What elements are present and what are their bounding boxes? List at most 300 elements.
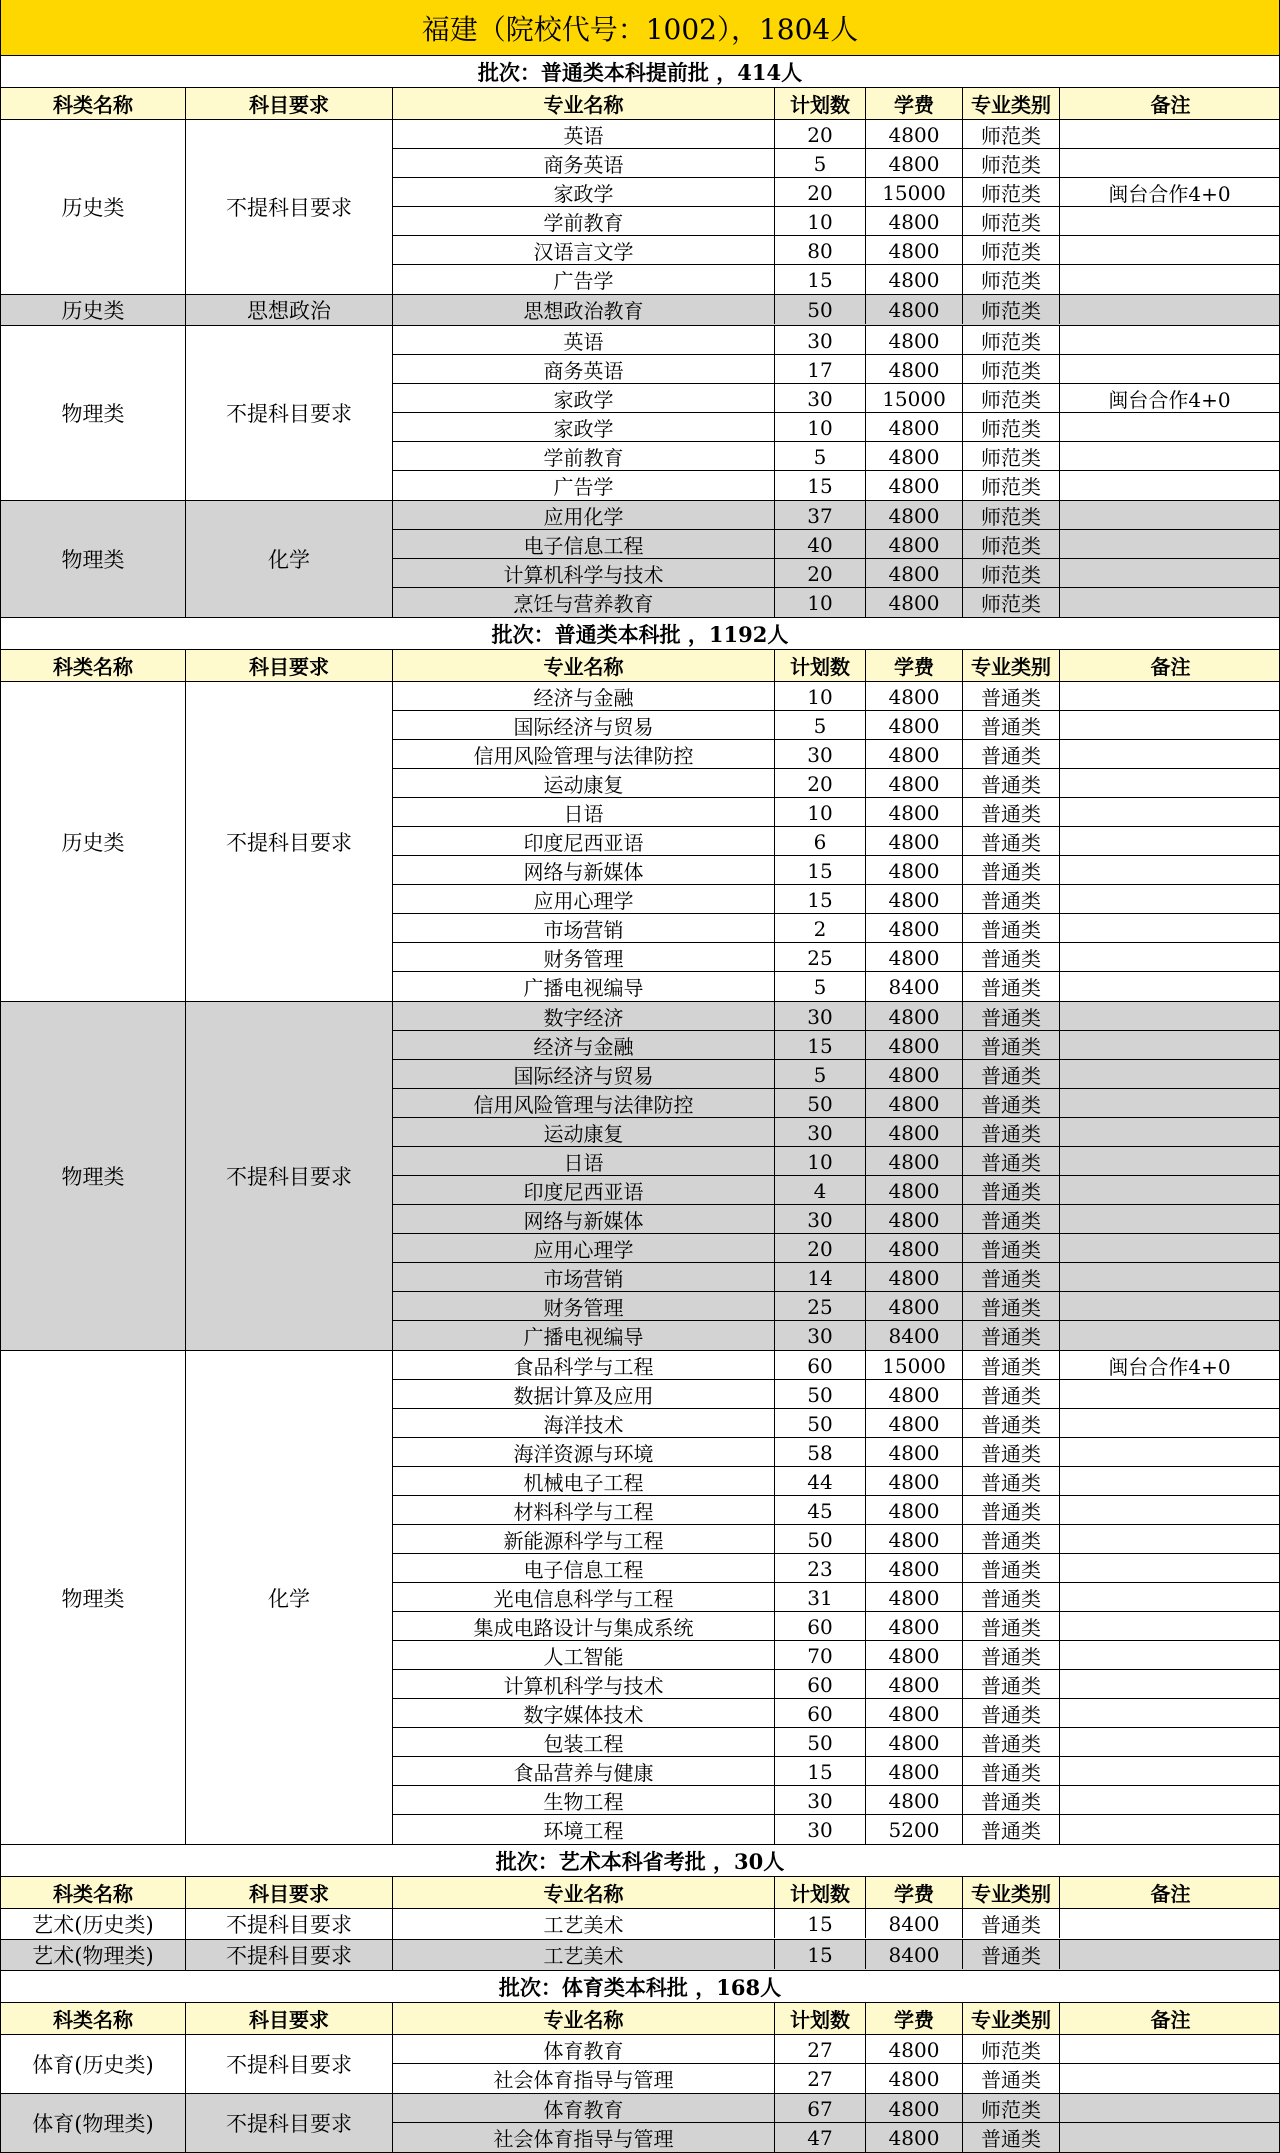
major-cell: 体育教育: [393, 2094, 775, 2123]
plan-cell: 15: [775, 1940, 866, 1969]
plan-cell: 45: [775, 1496, 866, 1525]
category-cell: 艺术(历史类): [1, 1909, 186, 1939]
fee-cell: 4800: [866, 1612, 963, 1641]
type-cell: 师范类: [963, 326, 1060, 355]
plan-cell: 50: [775, 295, 866, 324]
note-cell: [1060, 1409, 1279, 1438]
plan-cell: 30: [775, 1321, 866, 1350]
type-cell: 普通类: [963, 972, 1060, 1001]
type-cell: 普通类: [963, 682, 1060, 711]
table-row: [393, 1351, 1279, 1380]
fee-cell: 4800: [866, 120, 963, 149]
type-cell: 普通类: [963, 1118, 1060, 1147]
plan-cell: 67: [775, 2094, 866, 2123]
major-cell: 社会体育指导与管理: [393, 2064, 775, 2093]
plan-cell: 20: [775, 769, 866, 798]
major-cell: 学前教育: [393, 442, 775, 471]
major-cell: 海洋技术: [393, 1409, 775, 1438]
note-cell: [1060, 740, 1279, 769]
type-cell: 师范类: [963, 442, 1060, 471]
type-cell: 师范类: [963, 2035, 1060, 2064]
column-header-category: 科类名称: [1, 650, 186, 681]
note-cell: [1060, 120, 1279, 149]
type-cell: 师范类: [963, 207, 1060, 236]
plan-cell: 10: [775, 1147, 866, 1176]
fee-cell: 4800: [866, 149, 963, 178]
major-cell: 财务管理: [393, 943, 775, 972]
fee-cell: 4800: [866, 2123, 963, 2152]
table-row: [393, 1292, 1279, 1321]
fee-cell: 4800: [866, 1031, 963, 1060]
column-header-plan: 计划数: [775, 1877, 866, 1908]
table-row: [393, 1496, 1279, 1525]
major-cell: 食品科学与工程: [393, 1351, 775, 1380]
table-row: [393, 149, 1279, 178]
fee-cell: 4800: [866, 1670, 963, 1699]
major-cell: 计算机科学与技术: [393, 1670, 775, 1699]
table-row: [393, 769, 1279, 798]
note-cell: [1060, 1583, 1279, 1612]
note-cell: [1060, 827, 1279, 856]
major-cell: 包装工程: [393, 1728, 775, 1757]
fee-cell: 4800: [866, 1757, 963, 1786]
plan-cell: 60: [775, 1699, 866, 1728]
type-cell: 师范类: [963, 178, 1060, 207]
major-cell: 光电信息科学与工程: [393, 1583, 775, 1612]
column-header-major: 专业名称: [393, 88, 775, 119]
plan-cell: 44: [775, 1467, 866, 1496]
table-row: [393, 2094, 1279, 2123]
batch-title: 批次：普通类本科提前批 ，414人: [1, 56, 1279, 88]
note-cell: [1060, 588, 1279, 617]
plan-cell: 2: [775, 914, 866, 943]
note-cell: [1060, 355, 1279, 384]
note-cell: [1060, 1060, 1279, 1089]
plan-cell: 47: [775, 2123, 866, 2152]
fee-cell: 4800: [866, 1147, 963, 1176]
plan-cell: 37: [775, 501, 866, 530]
major-cell: 应用化学: [393, 501, 775, 530]
category-cell: 物理类: [1, 326, 186, 500]
table-row: [393, 471, 1279, 500]
fee-cell: 4800: [866, 827, 963, 856]
note-cell: [1060, 1292, 1279, 1321]
type-cell: 普通类: [963, 943, 1060, 972]
note-cell: [1060, 1670, 1279, 1699]
fee-cell: 4800: [866, 1380, 963, 1409]
major-rows: [393, 2094, 1279, 2152]
major-rows: [393, 295, 1279, 325]
plan-cell: 70: [775, 1641, 866, 1670]
type-cell: 普通类: [963, 1554, 1060, 1583]
major-cell: 机械电子工程: [393, 1467, 775, 1496]
note-cell: [1060, 1147, 1279, 1176]
major-cell: 体育教育: [393, 2035, 775, 2064]
type-cell: 普通类: [963, 1728, 1060, 1757]
note-cell: 闽台合作4+0: [1108, 1355, 1231, 1379]
column-header-row: [1, 1877, 1279, 1909]
fee-cell: 4800: [866, 1728, 963, 1757]
type-cell: 普通类: [963, 885, 1060, 914]
plan-cell: 30: [775, 1786, 866, 1815]
note-cell: [1060, 1380, 1279, 1409]
type-cell: 普通类: [963, 1583, 1060, 1612]
type-cell: 普通类: [963, 914, 1060, 943]
type-cell: 普通类: [963, 1002, 1060, 1031]
type-cell: 普通类: [963, 1089, 1060, 1118]
type-cell: 师范类: [963, 265, 1060, 294]
plan-cell: 15: [775, 1031, 866, 1060]
category-cell: 物理类: [1, 1351, 186, 1844]
category-group: [1, 1940, 1279, 1971]
category-group: [1, 295, 1279, 326]
plan-cell: 30: [775, 384, 866, 413]
note-cell: [1060, 1641, 1279, 1670]
note-cell: 闽台合作4+0: [1108, 182, 1231, 206]
note-cell: [1060, 2035, 1279, 2064]
subject-cell: 化学: [186, 501, 393, 617]
column-header-type: 专业类别: [963, 2003, 1060, 2034]
note-cell: [1060, 914, 1279, 943]
column-header-plan: 计划数: [775, 88, 866, 119]
type-cell: 普通类: [963, 1940, 1060, 1969]
plan-cell: 30: [775, 326, 866, 355]
major-cell: 财务管理: [393, 1292, 775, 1321]
table-row: [393, 530, 1279, 559]
type-cell: 普通类: [963, 1909, 1060, 1938]
note-cell: [1060, 1699, 1279, 1728]
type-cell: 普通类: [963, 1409, 1060, 1438]
note-cell: [1060, 471, 1279, 500]
note-cell: [1060, 1002, 1279, 1031]
table-row: [393, 295, 1279, 324]
fee-cell: 4800: [866, 355, 963, 384]
table-row: [393, 711, 1279, 740]
table-row: [393, 1583, 1279, 1612]
major-rows: [393, 1002, 1279, 1350]
note-cell: [1060, 1438, 1279, 1467]
table-row: [393, 413, 1279, 442]
major-cell: 英语: [393, 120, 775, 149]
type-cell: 普通类: [963, 1815, 1060, 1844]
table-row: [393, 856, 1279, 885]
column-header-subject: 科目要求: [186, 88, 393, 119]
table-row: [393, 1176, 1279, 1205]
table-title: 福建（院校代号：1002），1804人: [1, 0, 1279, 56]
subject-cell: 不提科目要求: [186, 326, 393, 500]
note-cell: [1060, 711, 1279, 740]
plan-cell: 5: [775, 711, 866, 740]
major-cell: 信用风险管理与法律防控: [393, 1089, 775, 1118]
major-cell: 运动康复: [393, 1118, 775, 1147]
plan-cell: 17: [775, 355, 866, 384]
fee-cell: 4800: [866, 1263, 963, 1292]
major-cell: 电子信息工程: [393, 530, 775, 559]
type-cell: 师范类: [963, 295, 1060, 324]
note-cell: [1060, 1757, 1279, 1786]
column-header-major: 专业名称: [393, 650, 775, 681]
plan-cell: 15: [775, 1909, 866, 1938]
fee-cell: 4800: [866, 1176, 963, 1205]
table-row: [393, 1380, 1279, 1409]
major-cell: 家政学: [393, 413, 775, 442]
type-cell: 普通类: [963, 2123, 1060, 2152]
note-cell: [1060, 295, 1279, 324]
note-cell: [1060, 943, 1279, 972]
fee-cell: 4800: [866, 559, 963, 588]
major-cell: 数据计算及应用: [393, 1380, 775, 1409]
plan-cell: 20: [775, 120, 866, 149]
category-group: [1, 1351, 1279, 1845]
subject-cell: 不提科目要求: [186, 1002, 393, 1350]
note-cell: [1060, 501, 1279, 530]
table-row: [393, 2064, 1279, 2093]
major-cell: 广播电视编导: [393, 972, 775, 1001]
fee-cell: 4800: [866, 1089, 963, 1118]
fee-cell: 8400: [866, 1321, 963, 1350]
column-header-category: 科类名称: [1, 2003, 186, 2034]
major-cell: 国际经济与贸易: [393, 711, 775, 740]
plan-cell: 10: [775, 798, 866, 827]
major-cell: 网络与新媒体: [393, 1205, 775, 1234]
table-row: [393, 1699, 1279, 1728]
plan-cell: 15: [775, 265, 866, 294]
table-row: [393, 1467, 1279, 1496]
type-cell: 师范类: [963, 355, 1060, 384]
column-header-fee: 学费: [866, 88, 963, 119]
type-cell: 师范类: [963, 384, 1060, 413]
type-cell: 师范类: [963, 530, 1060, 559]
major-cell: 学前教育: [393, 207, 775, 236]
plan-cell: 27: [775, 2035, 866, 2064]
type-cell: 师范类: [963, 236, 1060, 265]
batch-title: 批次：体育类本科批 ，168人: [1, 1971, 1279, 2003]
note-cell: [1060, 1089, 1279, 1118]
fee-cell: 4800: [866, 1467, 963, 1496]
column-header-type: 专业类别: [963, 650, 1060, 681]
major-cell: 经济与金融: [393, 1031, 775, 1060]
major-cell: 食品营养与健康: [393, 1757, 775, 1786]
column-header-plan: 计划数: [775, 650, 866, 681]
type-cell: 普通类: [963, 740, 1060, 769]
plan-cell: 15: [775, 471, 866, 500]
fee-cell: 4800: [866, 1525, 963, 1554]
note-cell: [1060, 413, 1279, 442]
type-cell: 普通类: [963, 2064, 1060, 2093]
major-rows: [393, 1351, 1279, 1844]
note-cell: 闽台合作4+0: [1108, 388, 1231, 412]
type-cell: 普通类: [963, 1670, 1060, 1699]
major-cell: 日语: [393, 798, 775, 827]
fee-cell: 4800: [866, 295, 963, 324]
fee-cell: 4800: [866, 1554, 963, 1583]
fee-cell: 4800: [866, 1496, 963, 1525]
fee-cell: 4800: [866, 1234, 963, 1263]
note-cell: [1060, 769, 1279, 798]
table-row: [393, 740, 1279, 769]
category-cell: 体育(历史类): [1, 2035, 186, 2093]
category-cell: 体育(物理类): [1, 2094, 186, 2152]
plan-cell: 50: [775, 1089, 866, 1118]
category-group: [1, 1002, 1279, 1351]
table-row: [393, 1757, 1279, 1786]
plan-cell: 10: [775, 588, 866, 617]
major-cell: 网络与新媒体: [393, 856, 775, 885]
plan-cell: 5: [775, 972, 866, 1001]
plan-cell: 4: [775, 1176, 866, 1205]
table-row: [393, 236, 1279, 265]
major-cell: 应用心理学: [393, 1234, 775, 1263]
fee-cell: 4800: [866, 1641, 963, 1670]
category-cell: 艺术(物理类): [1, 1940, 186, 1970]
major-cell: 数字经济: [393, 1002, 775, 1031]
note-cell: [1060, 1815, 1279, 1844]
note-cell: [1060, 1612, 1279, 1641]
major-cell: 海洋资源与环境: [393, 1438, 775, 1467]
major-cell: 经济与金融: [393, 682, 775, 711]
type-cell: 普通类: [963, 1525, 1060, 1554]
major-cell: 英语: [393, 326, 775, 355]
type-cell: 普通类: [963, 1438, 1060, 1467]
note-cell: [1060, 1786, 1279, 1815]
major-cell: 广告学: [393, 265, 775, 294]
major-rows: [393, 1909, 1279, 1939]
fee-cell: 4800: [866, 501, 963, 530]
major-cell: 日语: [393, 1147, 775, 1176]
table-row: [393, 827, 1279, 856]
fee-cell: 4800: [866, 265, 963, 294]
column-header-row: [1, 2003, 1279, 2035]
major-cell: 数字媒体技术: [393, 1699, 775, 1728]
fee-cell: 4800: [866, 1438, 963, 1467]
subject-cell: 不提科目要求: [186, 1909, 393, 1939]
fee-cell: 4800: [866, 442, 963, 471]
type-cell: 普通类: [963, 1031, 1060, 1060]
table-row: [393, 1002, 1279, 1031]
major-rows: [393, 682, 1279, 1001]
column-header-major: 专业名称: [393, 2003, 775, 2034]
column-header-type: 专业类别: [963, 1877, 1060, 1908]
fee-cell: 4800: [866, 914, 963, 943]
plan-cell: 5: [775, 442, 866, 471]
plan-cell: 20: [775, 178, 866, 207]
major-cell: 印度尼西亚语: [393, 827, 775, 856]
category-group: [1, 326, 1279, 501]
type-cell: 普通类: [963, 798, 1060, 827]
note-cell: [1060, 207, 1279, 236]
note-cell: [1060, 1031, 1279, 1060]
column-header-fee: 学费: [866, 2003, 963, 2034]
subject-cell: 不提科目要求: [186, 2094, 393, 2152]
note-cell: [1060, 442, 1279, 471]
fee-cell: 4800: [866, 1118, 963, 1147]
subject-cell: 不提科目要求: [186, 682, 393, 1001]
table-row: [393, 442, 1279, 471]
note-cell: [1060, 972, 1279, 1001]
column-header-fee: 学费: [866, 1877, 963, 1908]
category-cell: 历史类: [1, 682, 186, 1001]
table-row: [393, 1118, 1279, 1147]
column-header-row: [1, 650, 1279, 682]
table-row: [393, 1525, 1279, 1554]
table-row: [393, 1940, 1279, 1969]
column-header-row: [1, 88, 1279, 120]
plan-cell: 80: [775, 236, 866, 265]
plan-cell: 5: [775, 149, 866, 178]
fee-cell: 4800: [866, 2094, 963, 2123]
category-group: [1, 501, 1279, 618]
plan-cell: 20: [775, 559, 866, 588]
type-cell: 师范类: [963, 2094, 1060, 2123]
fee-cell: 4800: [866, 471, 963, 500]
table-row: [393, 1641, 1279, 1670]
type-cell: 普通类: [963, 769, 1060, 798]
category-cell: 历史类: [1, 120, 186, 294]
table-row: [393, 384, 1279, 413]
table-row: [393, 1234, 1279, 1263]
note-cell: [1060, 1467, 1279, 1496]
fee-cell: 4800: [866, 588, 963, 617]
column-header-note: 备注: [1150, 655, 1191, 679]
table-row: [393, 1321, 1279, 1350]
table-row: [393, 265, 1279, 294]
table-row: [393, 559, 1279, 588]
type-cell: 普通类: [963, 1641, 1060, 1670]
category-group: [1, 2035, 1279, 2094]
major-cell: 信用风险管理与法律防控: [393, 740, 775, 769]
note-cell: [1060, 682, 1279, 711]
plan-cell: 50: [775, 1409, 866, 1438]
major-rows: [393, 2035, 1279, 2093]
major-cell: 新能源科学与工程: [393, 1525, 775, 1554]
category-group: [1, 120, 1279, 295]
note-cell: [1060, 236, 1279, 265]
fee-cell: 8400: [866, 1909, 963, 1938]
note-cell: [1060, 1118, 1279, 1147]
table-row: [393, 1554, 1279, 1583]
column-header-plan: 计划数: [775, 2003, 866, 2034]
table-row: [393, 682, 1279, 711]
plan-cell: 6: [775, 827, 866, 856]
plan-cell: 50: [775, 1525, 866, 1554]
column-header-note: 备注: [1150, 1882, 1191, 1906]
plan-cell: 60: [775, 1612, 866, 1641]
category-cell: 物理类: [1, 501, 186, 617]
major-cell: 工艺美术: [393, 1909, 775, 1938]
type-cell: 师范类: [963, 559, 1060, 588]
fee-cell: 4800: [866, 1699, 963, 1728]
note-cell: [1060, 2064, 1279, 2093]
table-row: [393, 1909, 1279, 1938]
fee-cell: 4800: [866, 1409, 963, 1438]
plan-cell: 30: [775, 1815, 866, 1844]
plan-cell: 25: [775, 943, 866, 972]
type-cell: 普通类: [963, 1467, 1060, 1496]
plan-cell: 10: [775, 682, 866, 711]
column-header-category: 科类名称: [1, 1877, 186, 1908]
table-row: [393, 1205, 1279, 1234]
type-cell: 普通类: [963, 1234, 1060, 1263]
type-cell: 普通类: [963, 1699, 1060, 1728]
fee-cell: 4800: [866, 798, 963, 827]
plan-cell: 30: [775, 1002, 866, 1031]
table-row: [393, 2123, 1279, 2152]
note-cell: [1060, 1554, 1279, 1583]
fee-cell: 15000: [866, 178, 963, 207]
plan-cell: 15: [775, 1757, 866, 1786]
type-cell: 普通类: [963, 1380, 1060, 1409]
column-header-subject: 科目要求: [186, 2003, 393, 2034]
